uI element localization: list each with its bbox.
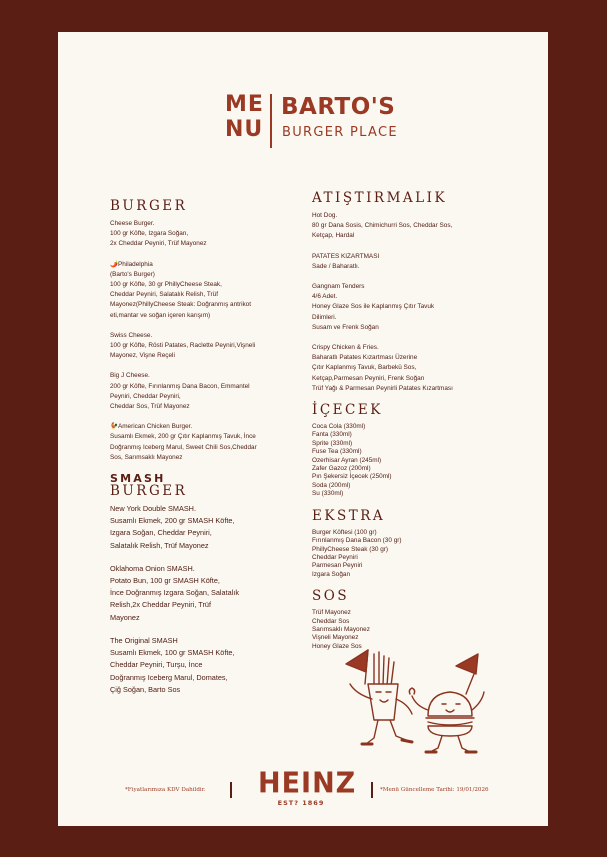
list-item: Sprite (330ml) (312, 439, 353, 447)
list-item: Soda (200ml) (312, 481, 351, 489)
menu-item: Hot Dog. 80 gr Dana Sosis, Chimichurri Sos, Cheddar Sos, Ketçap, Hardal (312, 212, 453, 240)
burger-mascot-icon (409, 654, 484, 752)
menu-item: 🌶️Philadelphia (Barto's Burger) 100 gr Köfte, 30 gr PhillyCheese Steak, Cheddar Peyniri, Salatalık Relish, Trüf Mayonez(PhillyCheese Steak: Doğranmış antrikot eti,mantar ve soğan içeren karışım) (110, 260, 252, 319)
footer-divider (230, 782, 232, 798)
menu-page (58, 32, 548, 826)
menu-item: PATATES KIZARTMASI Sade / Baharatlı. (312, 252, 380, 270)
menu-item: Big J Cheese. 200 gr Köfte, Fırınlanmış Dana Bacon, Emmantel Peyniri, Cheddar Peyniri, Cheddar Sos, Trüf Mayonez (110, 372, 250, 411)
brand-subtitle: BURGER PLACE (282, 125, 398, 140)
drinks-list (312, 423, 512, 499)
vat-note: *Fiyatlarımıza KDV Dahildir. (125, 787, 206, 793)
section-title-ekstra: EKSTRA (312, 507, 386, 524)
menu-logo (225, 92, 398, 152)
left-column (110, 198, 290, 707)
smash-title-bottom: BURGER (110, 483, 188, 500)
list-item: Su (330ml) (312, 490, 344, 498)
list-item: Zafer Gazoz (200ml) (312, 465, 371, 473)
menu-item: Swiss Cheese. 100 gr Köfte, Rösti Patates, Raclette Peyniri,Vişneli Mayonez, Vişne Reçeli (110, 331, 256, 360)
list-item: Cheddar Peyniri (312, 553, 358, 561)
list-item: Honey Glaze Sos (312, 642, 362, 650)
brand-name: BARTO'S (281, 94, 396, 120)
list-item: PhillyCheese Steak (30 gr) (312, 545, 389, 553)
menu-item: The Original SMASH Susamlı Ekmek, 100 gr SMASH Köfte, Cheddar Peyniri, Turşu, İnce Doğranmış Iceberg Marul, Domates, Çiğ Soğan, Barto Sos (110, 635, 235, 694)
list-item: Trüf Mayonez (312, 609, 351, 617)
list-item: Parmesan Peyniri (312, 562, 363, 570)
heinz-est: EST? 1869 (277, 799, 325, 807)
menu-item: New York Double SMASH. Susamlı Ekmek, 200 gr SMASH Köfte, Izgara Soğan, Cheddar Peyniri, Salatalık Relish, Trüf Mayonez (110, 504, 235, 550)
page-footer (58, 768, 548, 818)
menu-item: Cheese Burger. 100 gr Köfte, Izgara Soğan, 2x Cheddar Peyniri, Trüf Mayonez (110, 220, 207, 248)
logo-menu-word (225, 92, 265, 142)
heinz-logo: HEINZ (258, 767, 357, 800)
section-title-smash (110, 472, 290, 500)
list-item: Fuse Tea (330ml) (312, 448, 362, 456)
logo-divider (270, 94, 272, 148)
list-item: Fanta (330ml) (312, 431, 352, 439)
list-item: Burger Köftesi (100 gr) (312, 528, 377, 536)
mascot-illustration (316, 644, 496, 756)
logo-menu-bottom: NU (225, 117, 264, 142)
smash-title-top: SMASH (110, 472, 166, 486)
list-item: Cheddar Sos (312, 617, 350, 625)
menu-item: Oklahoma Onion SMASH. Potato Bun, 100 gr SMASH Köfte, İnce Doğranmış Izgara Soğan, Salatalık Relish,2x Cheddar Peyniri, Trüf Mayonez (110, 563, 239, 622)
section-title-atistirmalik: ATIŞTIRMALIK (312, 190, 448, 206)
list-item: Izgara Soğan (312, 570, 351, 578)
list-item: Coca Cola (330ml) (312, 423, 366, 431)
extras-list (312, 529, 512, 579)
section-title-sos: SOS (312, 588, 350, 605)
menu-item: 🐓American Chicken Burger. Susamlı Ekmek, 200 gr Çıtır Kaplanmış Tavuk, İnce Doğranmış Iceberg Marul, Sweet Chili Sos,Cheddar Sos, Sarımsaklı Mayonez (110, 423, 257, 461)
list-item: Pın Şekersiz İçecek (250ml) (312, 473, 392, 481)
section-title-icecek: İÇECEK (312, 402, 383, 419)
fries-mascot-icon (346, 650, 412, 744)
list-item: Fırınlanmış Dana Bacon (30 gr) (312, 537, 402, 545)
menu-item: Crispy Chicken & Fries. Baharatlı Patates Kızartması Üzerine Çıtır Kaplanmış Tavuk, Barbekü Sos, Ketçap,Parmesan Peyniri, Frenk Soğan Trüf Yağı & Parmesan Peynirli Patates Kızartması (312, 344, 453, 392)
list-item: Ozerhisar Ayran (245ml) (312, 456, 382, 464)
list-item: Vişneli Mayonez (312, 634, 359, 642)
logo-menu-top: ME (225, 92, 264, 117)
menu-item: Gangnam Tenders 4/6 Adet. Honey Glaze Sos ile Kaplanmış Çıtır Tavuk Dilimleri. Susam ve Frenk Soğan (312, 283, 435, 331)
update-date-note: *Menü Güncelleme Tarihi: 19/01/2026 (380, 787, 489, 793)
list-item: Sarımsaklı Mayonez (312, 625, 370, 633)
section-title-burger: BURGER (110, 198, 188, 214)
footer-divider (371, 782, 373, 798)
right-column (312, 190, 512, 660)
